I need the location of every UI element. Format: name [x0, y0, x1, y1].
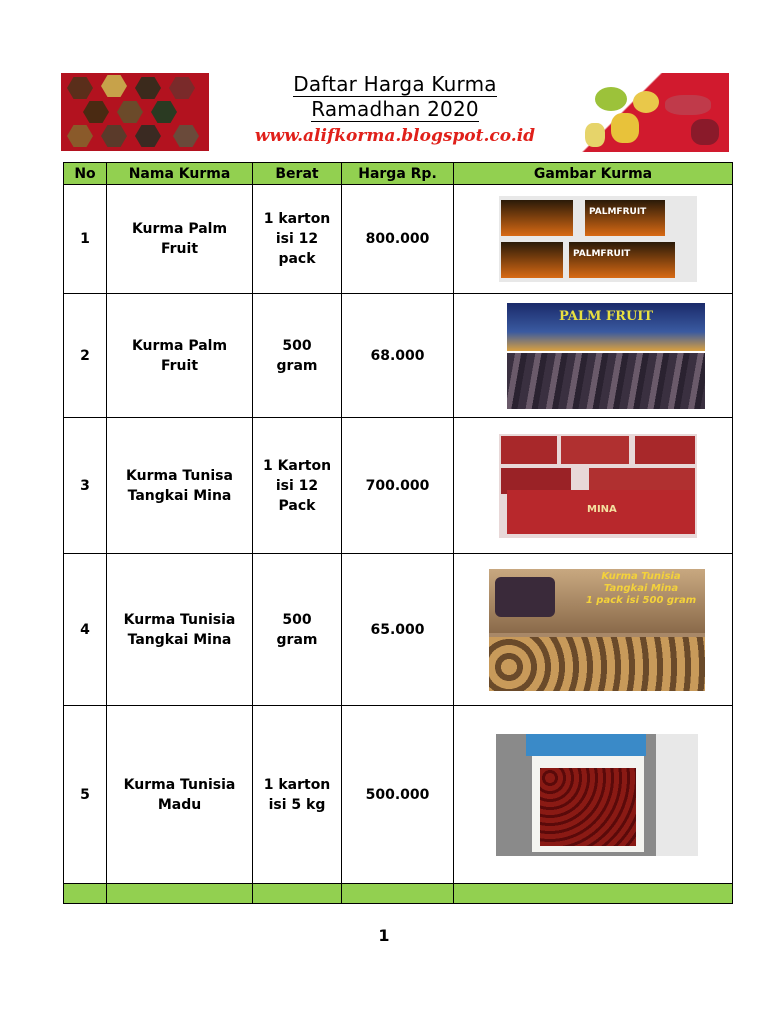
page-title: Daftar Harga Kurma: [293, 72, 497, 96]
product-weight: [253, 185, 342, 294]
product-price: 65.000: [342, 554, 454, 706]
footer-cell: [342, 884, 454, 904]
banner-label: PALM FRUIT: [558, 308, 654, 324]
label-line: Tangkai Mina: [603, 582, 679, 594]
product-name: [107, 418, 253, 554]
box-label: MINA: [587, 503, 617, 515]
col-header-image: Gambar Kurma: [454, 163, 733, 185]
product-image-cell: [454, 185, 733, 294]
row-number: 3: [64, 418, 107, 554]
row-number: 1: [64, 185, 107, 294]
product-weight: [253, 418, 342, 554]
label-line: 1 pack isi 500 gram: [585, 594, 697, 606]
product-weight: [253, 294, 342, 418]
product-photo: [507, 303, 705, 409]
table-row: [64, 554, 733, 706]
label-line: Kurma Tunisia: [601, 570, 681, 582]
col-header-no: No: [64, 163, 107, 185]
col-header-name: Nama Kurma: [107, 163, 253, 185]
website-url: www.alifkorma.blogspot.co.id: [254, 126, 536, 146]
product-name: [107, 706, 253, 884]
title-block: [230, 72, 560, 148]
table-header-row: [64, 163, 733, 185]
product-photo: [496, 734, 698, 856]
table-row: [64, 418, 733, 554]
table-row: [64, 294, 733, 418]
table-footer-row: [64, 884, 733, 904]
product-name-text: Kurma Palm Fruit: [131, 337, 228, 374]
footer-cell: [107, 884, 253, 904]
product-image-cell: [454, 418, 733, 554]
col-header-weight: Berat: [253, 163, 342, 185]
footer-cell: [253, 884, 342, 904]
col-header-price: Harga Rp.: [342, 163, 454, 185]
product-photo: [489, 569, 705, 691]
product-name: [107, 554, 253, 706]
price-table: [63, 162, 733, 904]
product-price: 500.000: [342, 706, 454, 884]
product-weight-text: 1 karton isi 5 kg: [263, 776, 331, 813]
product-weight: [253, 554, 342, 706]
product-photo-label: [581, 571, 701, 607]
product-price: 700.000: [342, 418, 454, 554]
product-image-cell: [454, 294, 733, 418]
box-label: PALMFRUIT: [573, 249, 631, 259]
page-number: 1: [378, 926, 390, 945]
header-collage-left: [61, 73, 209, 151]
row-number: 2: [64, 294, 107, 418]
row-number: 4: [64, 554, 107, 706]
product-name-text: Kurma Tunisa Tangkai Mina: [126, 467, 233, 504]
table-row: [64, 185, 733, 294]
product-name: [107, 294, 253, 418]
box-label: PALMFRUIT: [589, 207, 647, 217]
footer-cell: [64, 884, 107, 904]
product-weight-text: 1 karton isi 12 pack: [263, 211, 331, 267]
product-weight-text: 1 Karton isi 12 Pack: [262, 457, 332, 514]
product-photo: [499, 196, 697, 282]
product-weight: [253, 706, 342, 884]
product-name: [107, 185, 253, 294]
product-name-text: Kurma Tunisia Tangkai Mina: [123, 611, 236, 648]
product-photo: [499, 434, 697, 538]
product-weight-text: 500 gram: [276, 337, 318, 374]
product-name-text: Kurma Tunisia Madu: [123, 776, 236, 813]
product-image-cell: [454, 706, 733, 884]
product-price: 68.000: [342, 294, 454, 418]
footer-cell: [454, 884, 733, 904]
product-weight-text: 500 gram: [276, 611, 318, 648]
product-price: 800.000: [342, 185, 454, 294]
table-row: [64, 706, 733, 884]
product-name-text: Kurma Palm Fruit: [131, 221, 228, 257]
row-number: 5: [64, 706, 107, 884]
product-image-cell: [454, 554, 733, 706]
page-subtitle: Ramadhan 2020: [311, 97, 479, 121]
header-collage-right: [581, 73, 729, 152]
